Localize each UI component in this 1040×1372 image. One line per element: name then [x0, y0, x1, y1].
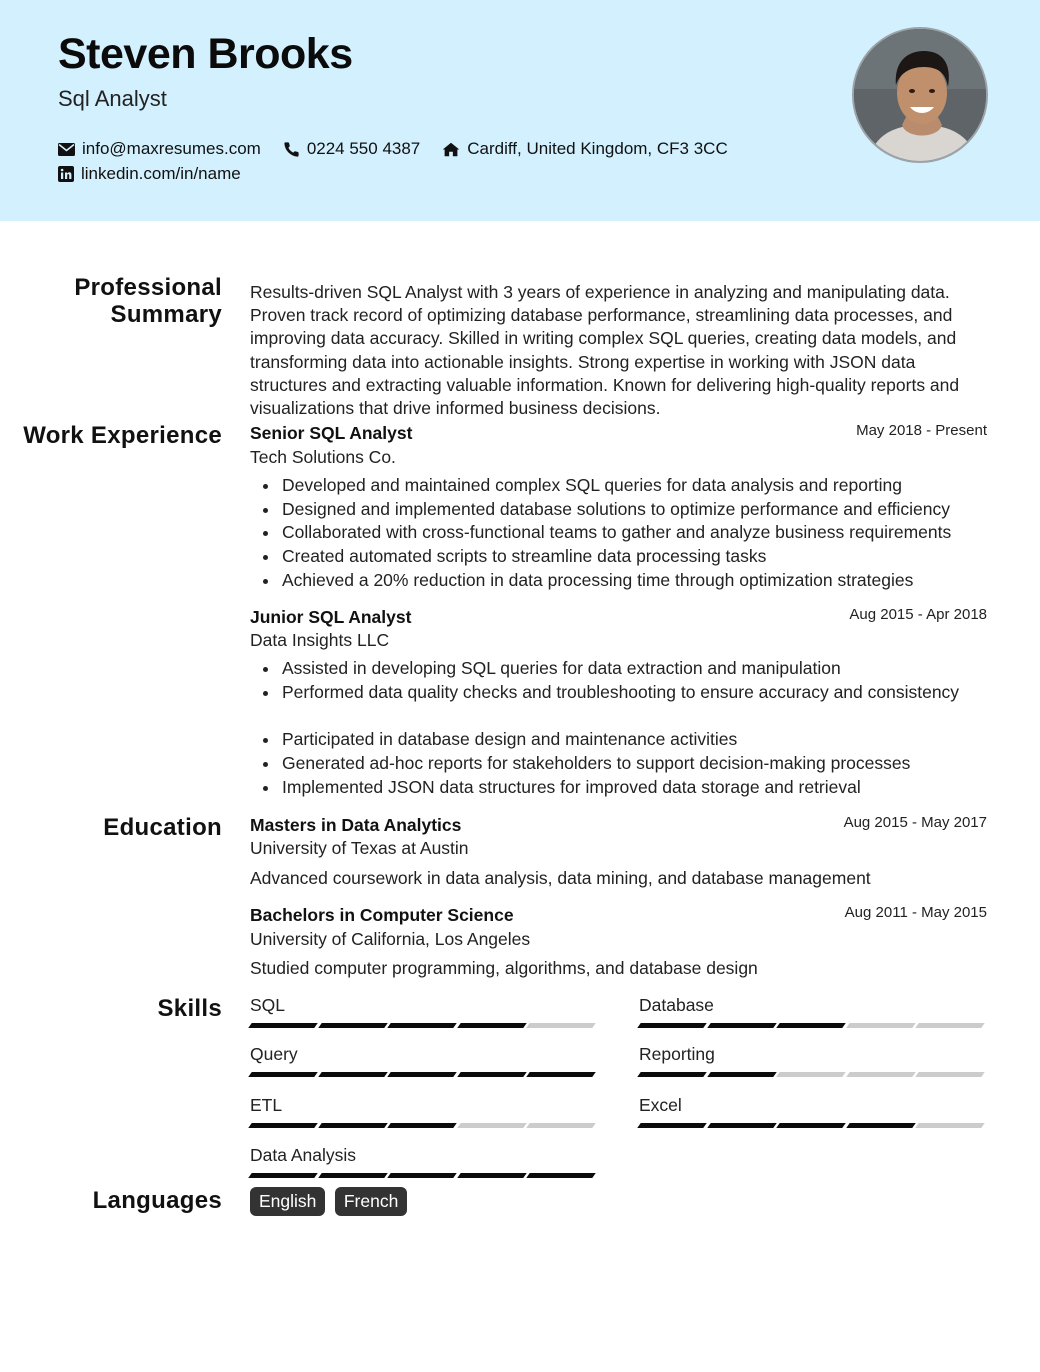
skill-level-segment: [637, 1072, 706, 1077]
skill-level-segment: [318, 1173, 387, 1178]
skill-level-segment: [457, 1023, 526, 1028]
skill-level-segment: [318, 1023, 387, 1028]
skill-level-segment: [916, 1023, 985, 1028]
skill-item: [639, 1044, 987, 1077]
skill-item: [250, 1145, 598, 1178]
skill-level-segment: [318, 1123, 387, 1128]
education-entry: [250, 815, 987, 889]
skill-name: Reporting: [639, 1044, 715, 1064]
job-entry: [250, 607, 987, 800]
list-item: Assisted in developing SQL queries for data extraction and manipulation: [250, 657, 987, 681]
section-title-work: Work Experience: [23, 422, 222, 449]
skill-name: Query: [250, 1044, 298, 1064]
degree-title: Masters in Data Analytics: [250, 815, 462, 835]
phone-text: 0224 550 4387: [306, 139, 421, 158]
degree-title: Bachelors in Computer Science: [250, 905, 514, 925]
skill-level-segment: [527, 1072, 596, 1077]
skill-level-segment: [248, 1173, 317, 1178]
linkedin-text: linkedin.com/in/name: [81, 164, 241, 183]
list-item: Implemented JSON data structures for improved data storage and retrieval: [250, 776, 987, 800]
skill-level-bar: [639, 1123, 987, 1128]
school-name: University of California, Los Angeles: [250, 929, 531, 949]
contact-linkedin[interactable]: [58, 164, 241, 184]
list-item: Created automated scripts to streamline data processing tasks: [250, 545, 987, 569]
section-title-education: Education: [103, 814, 222, 841]
language-badge: English: [250, 1187, 325, 1216]
skill-level-segment: [846, 1123, 915, 1128]
skill-level-segment: [318, 1072, 387, 1077]
skill-level-bar: [250, 1023, 598, 1028]
school-name: University of Texas at Austin: [250, 838, 469, 858]
contact-email[interactable]: [58, 139, 261, 159]
skill-level-segment: [248, 1072, 317, 1077]
skill-level-segment: [707, 1072, 776, 1077]
skill-level-segment: [776, 1072, 845, 1077]
education-description: Studied computer programming, algorithms, and database design: [250, 958, 758, 978]
skill-level-bar: [250, 1072, 598, 1077]
job-title: Junior SQL Analyst: [250, 607, 412, 627]
skill-level-segment: [248, 1023, 317, 1028]
skill-level-segment: [707, 1123, 776, 1128]
education-date: Aug 2015 - May 2017: [843, 814, 987, 831]
skill-level-bar: [250, 1123, 598, 1128]
job-entry: [250, 423, 987, 593]
home-icon: [442, 142, 460, 157]
summary-text: Results-driven SQL Analyst with 3 years of experience in analyzing and manipulating data. Proven track record of optimizing database performance, streamlining data processes, and improving data accuracy. Skilled in writing complex SQL queries, creating data models, and transforming data into actionable insights. Strong expertise in working with JSON data structures and extracting valuable information. Known for delivering high-quality reports and visualizations that drive informed business decisions.: [250, 282, 960, 419]
list-item: Participated in database design and maintenance activities: [250, 728, 987, 752]
skill-item: [250, 1044, 598, 1077]
skill-level-segment: [527, 1023, 596, 1028]
skill-name: ETL: [250, 1095, 283, 1115]
skill-level-bar: [639, 1023, 987, 1028]
skill-level-segment: [776, 1123, 845, 1128]
skill-level-segment: [248, 1123, 317, 1128]
skill-item: [250, 1095, 598, 1128]
skill-name: Excel: [639, 1095, 682, 1115]
skill-level-segment: [707, 1023, 776, 1028]
contact-address: [442, 139, 727, 159]
skill-level-segment: [527, 1123, 596, 1128]
skill-item: [639, 1095, 987, 1128]
skill-level-bar: [639, 1072, 987, 1077]
skill-level-segment: [457, 1173, 526, 1178]
address-text: Cardiff, United Kingdom, CF3 3CC: [467, 139, 728, 158]
skill-level-segment: [637, 1123, 706, 1128]
skill-level-segment: [846, 1072, 915, 1077]
job-title: Senior SQL Analyst: [250, 423, 413, 443]
list-item: Generated ad-hoc reports for stakeholders to support decision-making processes: [250, 752, 987, 776]
email-text: info@maxresumes.com: [82, 139, 261, 158]
education-date: Aug 2011 - May 2015: [844, 904, 987, 921]
contact-row-secondary: [58, 164, 263, 184]
section-title-summary: Professional Summary: [74, 274, 222, 328]
list-item: Achieved a 20% reduction in data processing time through optimization strategies: [250, 569, 987, 593]
education-description: Advanced coursework in data analysis, data mining, and database management: [250, 868, 871, 888]
education-entry: [250, 905, 987, 979]
skill-item: [250, 995, 598, 1028]
skill-name: Data Analysis: [250, 1145, 357, 1165]
language-badge: French: [335, 1187, 407, 1216]
list-item: Designed and implemented database solutions to optimize performance and efficiency: [250, 498, 987, 522]
list-item: Performed data quality checks and troubleshooting to ensure accuracy and consistency: [250, 681, 987, 705]
list-item: Collaborated with cross-functional teams to gather and analyze business requirements: [250, 521, 987, 545]
skill-name: Database: [639, 995, 714, 1015]
header-band: [0, 0, 1040, 221]
skill-level-segment: [457, 1072, 526, 1077]
skill-level-segment: [527, 1173, 596, 1178]
skill-level-segment: [916, 1123, 985, 1128]
linkedin-icon: [58, 166, 74, 182]
job-company: Data Insights LLC: [250, 630, 390, 650]
contact-phone[interactable]: [283, 139, 420, 159]
candidate-role: Sql Analyst: [58, 86, 167, 111]
list-item: Developed and maintained complex SQL queries for data analysis and reporting: [250, 474, 987, 498]
job-date: Aug 2015 - Apr 2018: [849, 606, 987, 623]
job-date: May 2018 - Present: [856, 422, 987, 439]
skill-level-segment: [387, 1123, 456, 1128]
skill-name: SQL: [250, 995, 286, 1015]
envelope-icon: [58, 143, 75, 156]
phone-icon: [283, 141, 300, 158]
contact-row: [58, 139, 750, 159]
profile-photo: [852, 27, 988, 163]
skill-level-segment: [776, 1023, 845, 1028]
skill-level-segment: [637, 1023, 706, 1028]
skill-level-segment: [457, 1123, 526, 1128]
candidate-name: Steven Brooks: [58, 30, 353, 78]
skill-level-bar: [250, 1173, 598, 1178]
skill-level-segment: [387, 1072, 456, 1077]
skill-item: [639, 995, 987, 1028]
section-title-languages: Languages: [92, 1187, 222, 1214]
job-bullets: [250, 474, 987, 593]
skill-level-segment: [387, 1023, 456, 1028]
skill-level-segment: [387, 1173, 456, 1178]
job-company: Tech Solutions Co.: [250, 447, 396, 467]
skill-level-segment: [846, 1023, 915, 1028]
section-title-skills: Skills: [157, 995, 222, 1022]
avatar-portrait-icon: [854, 29, 988, 163]
skill-level-segment: [916, 1072, 985, 1077]
job-bullets: [250, 657, 987, 800]
languages-list: [250, 1187, 987, 1216]
